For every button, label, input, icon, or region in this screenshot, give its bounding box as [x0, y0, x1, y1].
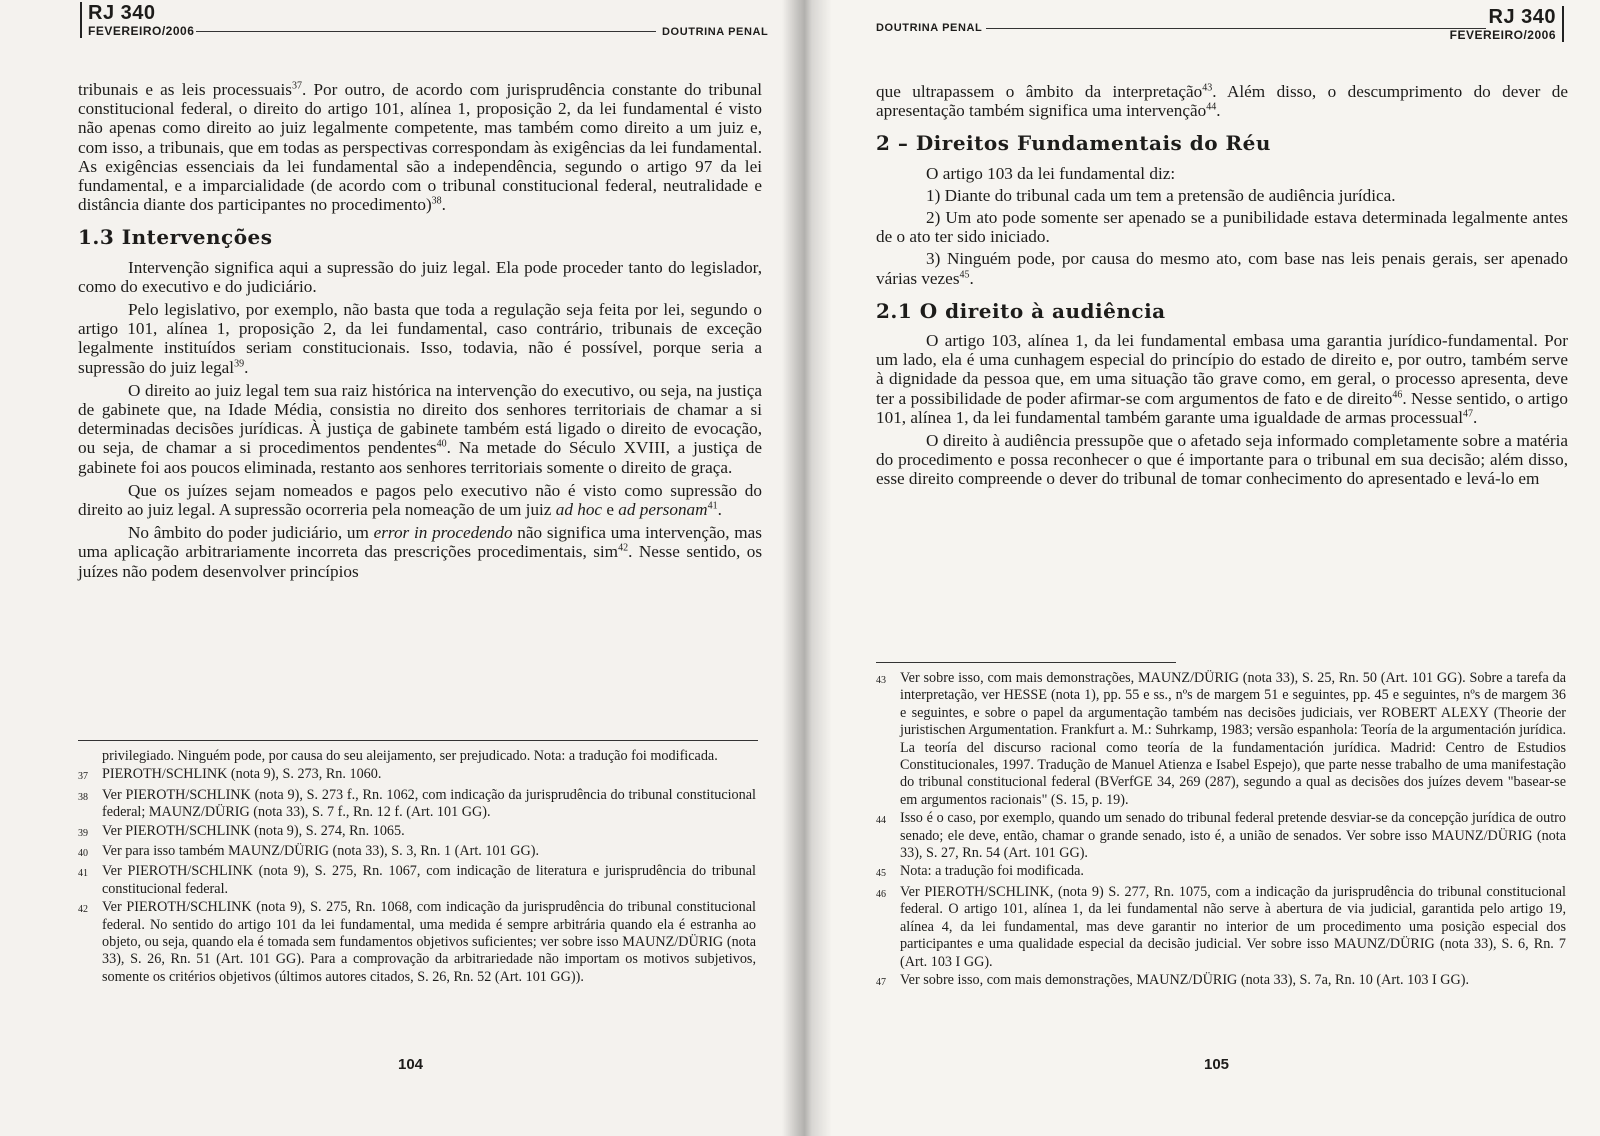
header-rule — [196, 31, 656, 32]
footnote-ref: 38 — [431, 195, 442, 207]
footnote: 37 PIEROTH/SCHLINK (nota 9), S. 273, Rn. 1060. — [78, 766, 382, 783]
footnote-ref: 40 — [436, 438, 447, 450]
footnote: 43 Ver sobre isso, com mais demonstrações, MAUNZ/DÜRIG (nota 33), S. 25, Rn. 50 (Art. 101 GG). Sobre a tarefa da interpretação, ver HESSE (nota 1), pp. 55 e ss., nºs de margem 51 e seguintes, pp. 45 e seguintes, nºs de margem 36 e seguintes, e sobre o papel da argumentação também nas decisões judiciais, ver ROBERT ALEXY (Theorie der juristischen Argumentation. Frankfurt a. M.: Suhrkamp, 1983; versão espanhola: Teoría de la argumentación jurídica. La teoría del discurso racional como teoría de la fundamentación jurídica. Madrid: Centro de Estudios Constitucionales, 1997. Tradução de Manuel Atienza e Isabel Espejo), que parte nesse trabalho de uma manifestação do tribunal constitucional federal (BVerfGE 34, 269 (287), segundo a qual as decisões dos juízes devem "basear-se em argumentos racionais" (S. 15, p. 19). — [876, 670, 1566, 808]
list-item: 1) Diante do tribunal cada um tem a pretensão de audiência jurídica. — [926, 185, 1396, 205]
footnote-rule — [78, 740, 758, 741]
section-heading: 2.1 O direito à audiência — [876, 298, 1166, 323]
paragraph: Que os juízes sejam nomeados e pagos pelo executivo não é visto como supressão do direito ao juiz legal. A supressão ocorreria pela nomeação de um juiz ad hoc e ad personam$^{41}$. — [78, 480, 762, 520]
paragraph: Intervenção significa aqui a supressão do juiz legal. Ela pode proceder tanto do legislador, como do executivo e do judiciário. — [78, 257, 762, 296]
footnote-rule — [876, 662, 1176, 663]
footnote: 42 Ver PIEROTH/SCHLINK (nota 9), S. 275, Rn. 1068, com indicação da jurisprudência do tribunal constitucional federal. No sentido do artigo 101 da lei fundamental, uma medida é sempre arbitrária quando ela é estranha ao objeto, ou seja, quando ela é tomada sem fundamentos objetivos suficientes; ver sobre isso MAUNZ/DÜRIG (nota 33), S. 26, Rn. 51 (Art. 101 GG). Para a comprovação da arbitrariedade não importam os motivos subjetivos, somente os critérios objetivos (últimos autores citados, S. 26, Rn. 52 (Art. 101 GG)). — [78, 899, 756, 985]
footnote: privilegiado. Ninguém pode, por causa do seu aleijamento, ser prejudicado. Nota: a tradução foi modificada. — [102, 748, 718, 764]
section-heading: 1.3 Intervenções — [78, 225, 273, 250]
article-103-list — [876, 164, 1568, 288]
footnote: 45 Nota: a tradução foi modificada. — [876, 863, 1084, 880]
footnote-ref: 39 — [234, 357, 245, 369]
paragraph: Pelo legislativo, por exemplo, não basta que toda a regulação seja feita por lei, segundo o artigo 101, alínea 1, proposição 2, da lei fundamental, caso contrário, tribunais de exceção legalmente instituídos seriam constitucionais. Isso, todavia, não é possível, porque seria a supressão do juiz legal$^{39}$. — [78, 300, 762, 377]
footnote-ref: 45 — [959, 268, 970, 280]
footnote-ref: 46 — [1392, 388, 1403, 400]
left-body-text — [78, 80, 762, 585]
footnote: 46 Ver PIEROTH/SCHLINK, (nota 9) S. 277, Rn. 1075, com a indicação da jurisprudência do tribunal constitucional federal. O artigo 101, alínea 1, da lei fundamental não serve à abertura de via judicial, garantida pelo artigo 19, alínea 4, da lei fundamental, mas deve garantir no interior de um procedimento uma posição especial dos participantes e uma qualidade especial da decisão judicial. Ver sobre isso MAUNZ/DÜRIG (nota 33), S. 6, Rn. 7 (Art. 103 I GG). — [876, 883, 1566, 970]
paragraph: No âmbito do poder judiciário, um error in procedendo não significa uma intervenção, mas uma aplicação arbitrariamente incorreta das prescrições procedimentais, sim$^{42}$. Nesse sentido, os juízes não podem desenvolver princípios — [78, 523, 763, 581]
section-name: DOUTRINA PENAL — [662, 26, 769, 38]
left-footnotes — [78, 748, 756, 987]
right-page — [800, 0, 1600, 1136]
list-item: 2) Um ato pode somente ser apenado se a punibilidade estava determinada legalmente antes de o ato ter sido iniciado. — [876, 208, 1568, 247]
paragraph: O direito à audiência pressupõe que o afetado seja informado completamente sobre a matéria do procedimento e possa reconhecer o que é importante para o tribunal em sua decisão; além disso, esse direito compreende o dever do tribunal de tomar conhecimento do apresentado e levá-lo em — [876, 431, 1568, 489]
right-footnotes — [876, 670, 1566, 992]
right-body-text — [876, 82, 1568, 493]
section-heading: 2 – Direitos Fundamentais do Réu — [876, 131, 1271, 156]
journal-number: RJ 340 — [1488, 6, 1556, 28]
left-running-head — [80, 2, 194, 38]
footnote-ref: 43 — [1202, 82, 1213, 94]
footnote-ref: 37 — [292, 80, 302, 92]
paragraph: O artigo 103, alínea 1, da lei fundamental embasa uma garantia jurídico-fundamental. Por um lado, ela é uma cunhagem especial do princípio do estado de direito e, por outro, também serve à dignidade da pessoa que, em uma situação tão grave como, em geral, o processo apresenta, deve ter a possibilidade de poder afirmar-se com argumentos de fato e de direito$^{46}$. Nesse sentido, o artigo 101, alínea 1, da lei fundamental também garante uma igualdade de armas processual$^{47}$. — [876, 331, 1568, 427]
footnote: 44 Isso é o caso, por exemplo, quando um senado do tribunal federal pretende desviar-se da concepção jurídica de outro senado; ele deve, então, chamar o grande senado, isto é, a união de senados. Ver sobre isso MAUNZ/DÜRIG (nota 33), S. 27, Rn. 54 (Art. 101 GG). — [876, 810, 1566, 862]
footnote-ref: 42 — [618, 542, 629, 554]
list-item: 3) Ninguém pode, por causa do mesmo ato, com base nas leis penais gerais, ser apenado várias vezes$^{45}$. — [876, 249, 1568, 288]
footnote: 38 Ver PIEROTH/SCHLINK (nota 9), S. 273 f., Rn. 1062, com indicação da jurisprudência do tribunal constitucional federal; MAUNZ/DÜRIG (nota 33), S. 7 f., Rn. 12 f. (Art. 101 GG). — [78, 786, 756, 821]
journal-number: RJ 340 — [88, 2, 156, 24]
issue-month: FEVEREIRO/2006 — [1449, 28, 1556, 42]
header-rule — [986, 28, 1486, 29]
paragraph: O direito ao juiz legal tem sua raiz histórica na intervenção do executivo, ou seja, na justiça de gabinete que, na Idade Média, consistia no direito dos senhores territoriais de chamar a si determinadas decisões jurídicas. À justiça de gabinete também está ligado o direito de evocação, ou seja, de chamar a si procedimentos pendentes$^{40}$. Na metade do Século XVIII, a justiça de gabinete foi aos poucos eliminada, restanto aos senhores territoriais somente o direito de graça. — [78, 380, 763, 477]
footnote-ref: 47 — [1463, 408, 1474, 420]
issue-month: FEVEREIRO/2006 — [88, 24, 195, 38]
paragraph: tribunais e as leis processuais$^{37}$. Por outro, de acordo com jurisprudência constante do tribunal constitucional federal, o direito do artigo 101, alínea 1, proposição 2, da lei fundamental é visto não apenas como direito ao juiz legalmente competente, mas também como direito a um juiz e, com isso, a tribunais, que em todas as perspectivas correspondam às exigências da lei fundamental. As exigências essenciais da lei fundamental são a independência, segundo o artigo 97 da lei fundamental, e a imparcialidade (de acordo com o tribunal constitucional federal, neutralidade e distância diante dos participantes no procedimento)$^{38}$. — [78, 80, 762, 215]
footnote-ref: 44 — [1206, 101, 1217, 113]
paragraph: O artigo 103 da lei fundamental diz: — [926, 163, 1176, 183]
footnote: 39 Ver PIEROTH/SCHLINK (nota 9), S. 274, Rn. 1065. — [78, 822, 405, 839]
paragraph: que ultrapassem o âmbito da interpretação$^{43}$. Além disso, o descumprimento do dever de apresentação também significa uma intervenção$^{44}$. — [876, 82, 1568, 121]
footnote-ref: 41 — [707, 500, 718, 512]
section-name: DOUTRINA PENAL — [876, 22, 983, 34]
page-number: 105 — [1204, 1056, 1230, 1073]
right-running-head — [1450, 6, 1564, 42]
footnote: 40 Ver para isso também MAUNZ/DÜRIG (nota 33), S. 3, Rn. 1 (Art. 101 GG). — [78, 843, 539, 860]
footnote: 47 Ver sobre isso, com mais demonstrações, MAUNZ/DÜRIG (nota 33), S. 7a, Rn. 10 (Art. 103 I GG). — [876, 971, 1469, 988]
footnote: 41 Ver PIEROTH/SCHLINK (nota 9), S. 275, Rn. 1067, com indicação de literatura e jurisprudência do tribunal constitucional federal. — [78, 863, 756, 897]
page-number: 104 — [398, 1056, 424, 1073]
